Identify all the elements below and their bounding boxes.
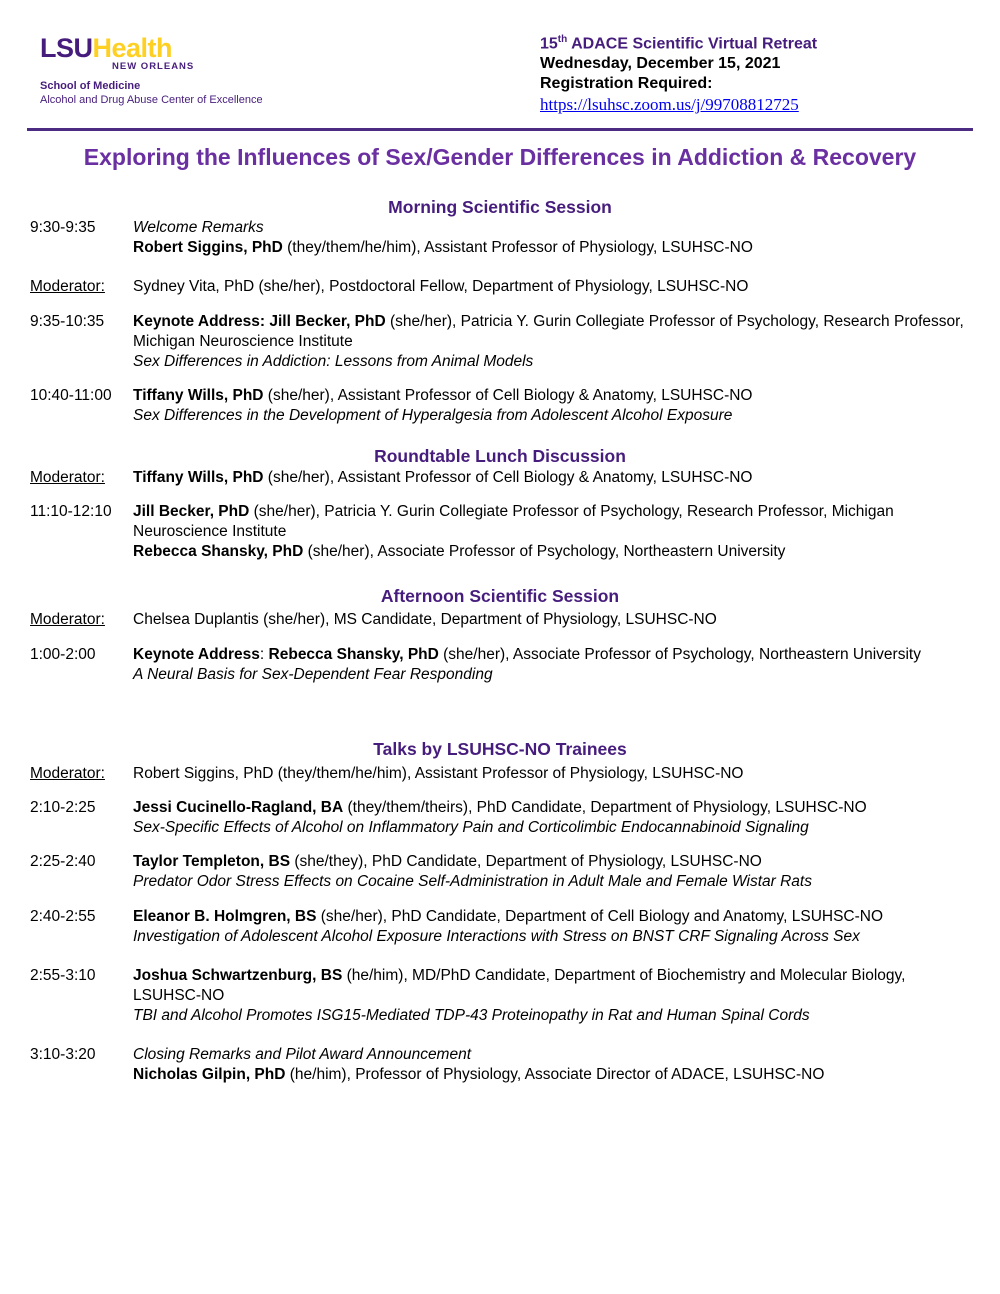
talk-title: Predator Odor Stress Effects on Cocaine Self-Administration in Adult Male and Female Wistar Rats	[133, 873, 812, 890]
speaker-info: (she/her), Assistant Professor of Cell Biology & Anatomy, LSUHSC-NO	[263, 469, 753, 486]
speaker-name: Nicholas Gilpin, PhD	[133, 1066, 286, 1083]
agenda-row	[30, 277, 971, 297]
talk-title: Sex-Specific Effects of Alcohol on Inflammatory Pain and Corticolimbic Endocannabinoid Signaling	[133, 819, 809, 836]
event-registration: Registration Required:	[540, 75, 713, 93]
agenda-row	[30, 610, 971, 630]
time: 2:25-2:40	[30, 853, 96, 870]
agenda-row	[30, 312, 971, 372]
speaker-info: (she/her), Patricia Y. Gurin Collegiate Professor of Psychology, Research Professor, Michigan Neuroscience Institute	[133, 313, 964, 350]
speaker-name: Joshua Schwartzenburg, BS	[133, 967, 343, 984]
agenda-row	[30, 502, 971, 562]
speaker-info: (she/they), PhD Candidate, Department of Physiology, LSUHSC-NO	[290, 853, 762, 870]
time: 2:55-3:10	[30, 967, 96, 984]
section-trainees: Talks by LSUHSC-NO Trainees	[373, 739, 627, 759]
keynote-label: Keynote Address	[133, 646, 260, 663]
section-lunch: Roundtable Lunch Discussion	[374, 446, 626, 466]
talk-title: Sex Differences in Addiction: Lessons from Animal Models	[133, 353, 534, 370]
agenda-row	[30, 798, 971, 838]
time: 3:10-3:20	[30, 1046, 96, 1063]
agenda-row	[30, 852, 971, 892]
section-afternoon: Afternoon Scientific Session	[380, 586, 620, 606]
agenda-row: 1:00-2:00 Keynote Address: Rebecca Shansky, PhD (she/her), Associate Professor of Psychology, Northeastern University A Neural Basis for Sex-Dependent Fear Responding	[30, 645, 971, 685]
agenda-row	[30, 468, 971, 488]
session-title: Closing Remarks and Pilot Award Announcement	[133, 1046, 472, 1063]
time: 2:40-2:55	[30, 908, 96, 925]
speaker-name: Robert Siggins, PhD	[133, 239, 283, 256]
time: 2:10-2:25	[30, 799, 96, 816]
time: 1:00-2:00	[30, 646, 96, 663]
speaker-name: Keynote Address: Jill Becker, PhD	[133, 313, 386, 330]
time: 10:40-11:00	[30, 387, 112, 404]
speaker-info: (they/them/he/him), Assistant Professor of Physiology, LSUHSC-NO	[282, 239, 753, 256]
speaker-name: Eleanor B. Holmgren, BS	[133, 908, 317, 925]
speaker-info: (he/him), MD/PhD Candidate, Department of Biochemistry and Molecular Biology, LSUHSC-NO	[133, 967, 906, 1004]
speaker-name: Jill Becker, PhD	[133, 503, 250, 520]
moderator-label: Moderator:	[30, 278, 105, 295]
moderator-info: Sydney Vita, PhD (she/her), Postdoctoral Fellow, Department of Physiology, LSUHSC-NO	[133, 278, 749, 295]
agenda-row	[30, 966, 971, 1026]
speaker-name: Jessi Cucinello-Ragland, BA	[133, 799, 344, 816]
speaker-info: (they/them/theirs), PhD Candidate, Department of Physiology, LSUHSC-NO	[343, 799, 867, 816]
header-divider	[27, 128, 973, 131]
speaker-name: Tiffany Wills, PhD	[133, 387, 264, 404]
event-date: Wednesday, December 15, 2021	[540, 55, 781, 73]
lsu-health-logo	[40, 34, 300, 106]
speaker-info: (he/him), Professor of Physiology, Associate Director of ADACE, LSUHSC-NO	[285, 1066, 825, 1083]
talk-title: A Neural Basis for Sex-Dependent Fear Responding	[133, 666, 493, 683]
section-morning: Morning Scientific Session	[388, 197, 612, 217]
moderator-info: Chelsea Duplantis (she/her), MS Candidate, Department of Physiology, LSUHSC-NO	[133, 611, 717, 628]
event-info	[540, 30, 817, 116]
speaker-info: (she/her), PhD Candidate, Department of Cell Biology and Anatomy, LSUHSC-NO	[316, 908, 884, 925]
logo-new-orleans: NEW ORLEANS	[112, 61, 195, 72]
speaker-name: Rebecca Shansky, PhD	[268, 646, 439, 663]
session-title: Welcome Remarks	[133, 219, 264, 236]
talk-title: TBI and Alcohol Promotes ISG15-Mediated TDP-43 Proteinopathy in Rat and Human Spinal Cords	[133, 1007, 810, 1024]
page-title: Exploring the Influences of Sex/Gender Differences in Addiction & Recovery	[83, 144, 917, 170]
logo-wordmark: LSUHealth	[40, 33, 173, 63]
speaker-info: (she/her), Associate Professor of Psychology, Northeastern University	[438, 646, 921, 663]
time: 9:35-10:35	[30, 313, 105, 330]
agenda-row	[30, 764, 971, 784]
zoom-link[interactable]: https://lsuhsc.zoom.us/j/99708812725	[540, 95, 799, 115]
agenda-row	[30, 1045, 971, 1085]
logo-school: School of Medicine	[40, 80, 141, 92]
moderator-label: Moderator:	[30, 765, 105, 782]
speaker-info: (she/her), Assistant Professor of Cell Biology & Anatomy, LSUHSC-NO	[263, 387, 753, 404]
speaker-name: Taylor Templeton, BS	[133, 853, 291, 870]
time: 9:30-9:35	[30, 219, 96, 236]
agenda-row	[30, 907, 971, 947]
moderator-label: Moderator:	[30, 611, 105, 628]
speaker-info: (she/her), Associate Professor of Psychology, Northeastern University	[303, 543, 786, 560]
agenda-row	[30, 218, 971, 258]
talk-title: Investigation of Adolescent Alcohol Exposure Interactions with Stress on BNST CRF Signaling Across Sex	[133, 928, 860, 945]
moderator-info: Robert Siggins, PhD (they/them/he/him), Assistant Professor of Physiology, LSUHSC-NO	[133, 765, 744, 782]
event-title: 15th ADACE Scientific Virtual Retreat	[540, 34, 818, 53]
speaker-name: Tiffany Wills, PhD	[133, 469, 264, 486]
logo-center: Alcohol and Drug Abuse Center of Excellence	[40, 94, 263, 106]
speaker-name: Rebecca Shansky, PhD	[133, 543, 304, 560]
talk-title: Sex Differences in the Development of Hyperalgesia from Adolescent Alcohol Exposure	[133, 407, 733, 424]
agenda-row	[30, 386, 971, 426]
speaker-info: (she/her), Patricia Y. Gurin Collegiate Professor of Psychology, Research Professor, Michigan Neuroscience Institute	[133, 503, 894, 540]
time: 11:10-12:10	[30, 503, 112, 520]
moderator-label: Moderator:	[30, 469, 105, 486]
